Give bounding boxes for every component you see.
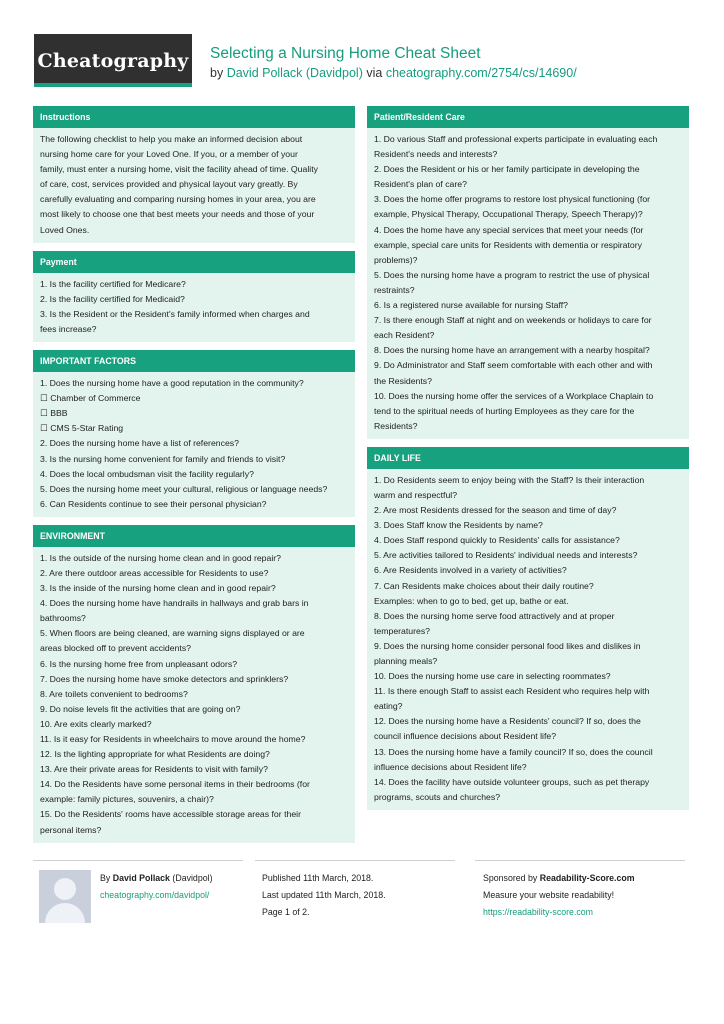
footer	[33, 860, 685, 930]
section-body	[33, 372, 355, 517]
list-item: 1. Do Residents seem to enjoy being with the Staff? Is their interaction	[374, 474, 645, 485]
list-item: ☐ CMS 5-Star Rating	[40, 423, 124, 434]
list-item: each Resident?	[374, 330, 435, 341]
list-item: planning meals?	[374, 656, 438, 666]
list-item: Loved Ones.	[40, 224, 90, 235]
footer-divider	[33, 860, 243, 861]
by-label: By	[100, 873, 111, 883]
list-item: carefully evaluating and comparing nursing homes in your area, you are	[40, 194, 316, 205]
list-item: 11. Is there enough Staff to assist each Resident who requires help with	[374, 686, 650, 697]
list-item: 1. Is the facility certified for Medicare?	[40, 278, 186, 289]
list-item: example: family pictures, souvenirs, a chair)?	[40, 794, 214, 805]
list-item: areas blocked off to prevent accidents?	[40, 643, 192, 654]
list-item: 4. Does the home have any special services that meet your needs (for	[374, 224, 644, 235]
list-item: 2. Are most Residents dressed for the season and time of day?	[374, 505, 617, 516]
list-item: 6. Are Residents involved in a variety of activities?	[374, 565, 567, 576]
sheet-url-link[interactable]: cheatography.com/2754/cs/14690/	[385, 66, 577, 80]
list-item: 8. Does the nursing home serve food attractively and at proper	[374, 610, 615, 621]
sponsor-url-link[interactable]: https://readability-score.com	[483, 907, 594, 917]
via-text: via	[366, 66, 383, 80]
section-header: ENVIRONMENT	[33, 525, 355, 547]
by-text: by	[210, 66, 224, 80]
logo-text: Cheatography	[37, 49, 189, 72]
list-item: council influence decisions about Resident life?	[374, 731, 557, 742]
sponsored-label: Sponsored by	[483, 873, 538, 883]
list-item: 13. Are their private areas for Residents to visit with family?	[40, 764, 268, 775]
list-item: 14. Do the Residents have some personal items in their bedrooms (for	[40, 779, 310, 790]
author-avatar[interactable]	[39, 870, 91, 923]
list-item: 9. Do noise levels fit the activities that are going on?	[40, 703, 241, 714]
section-body	[367, 469, 689, 810]
list-item: fees increase?	[40, 323, 97, 334]
list-item: 4. Does the nursing home have handrails in hallways and grab bars in	[40, 598, 309, 609]
list-item: Residents?	[374, 420, 418, 431]
list-item: 10. Are exits clearly marked?	[40, 718, 152, 729]
page-title: Selecting a Nursing Home Cheat Sheet	[210, 45, 481, 62]
list-item: Resident's plan of care?	[374, 179, 467, 190]
section-header: Patient/Resident Care	[367, 106, 689, 128]
section-header: IMPORTANT FACTORS	[33, 350, 355, 372]
list-item: 3. Is the inside of the nursing home clean and in good repair?	[40, 583, 276, 594]
list-item: 12. Is the lighting appropriate for what Residents are doing?	[40, 749, 270, 760]
list-item: 2. Does the nursing home have a list of references?	[40, 438, 239, 449]
byline	[210, 66, 577, 80]
list-item: 9. Does the nursing home consider personal food likes and dislikes in	[374, 640, 641, 651]
author-link[interactable]: David Pollack (Davidpol)	[226, 66, 363, 80]
list-item: example, special care units for Residents with dementia or respiratory	[374, 239, 642, 250]
list-item: problems)?	[374, 254, 418, 265]
list-item: The following checklist to help you make an informed decision about	[40, 134, 303, 144]
list-item: programs, scouts and churches?	[374, 791, 501, 802]
environment-section	[33, 525, 355, 843]
list-item: 1. Does the nursing home have a good reputation in the community?	[40, 378, 304, 389]
footer-divider	[255, 860, 455, 861]
list-item: 2. Are there outdoor areas accessible for Residents to use?	[40, 567, 269, 578]
list-item: 6. Is the nursing home free from unpleasant odors?	[40, 658, 238, 669]
list-item: 3. Is the nursing home convenient for family and friends to visit?	[40, 453, 286, 464]
list-item: 6. Can Residents continue to see their personal physician?	[40, 498, 267, 509]
list-item: bathrooms?	[40, 613, 86, 624]
author-url-link[interactable]: cheatography.com/davidpol/	[100, 890, 210, 900]
left-column	[33, 106, 355, 851]
list-item: temperatures?	[374, 625, 431, 636]
list-item: warm and respectful?	[374, 489, 458, 500]
list-item: example, Physical Therapy, Occupational Therapy, Speech Therapy)?	[374, 209, 643, 220]
instructions-section	[33, 106, 355, 243]
list-item: 7. Can Residents make choices about their daily routine?	[374, 580, 594, 591]
section-body	[367, 128, 689, 439]
list-item: 15. Do the Residents' rooms have accessible storage areas for their	[40, 809, 301, 820]
list-item: Examples: when to go to bed, get up, bathe or eat.	[374, 595, 569, 606]
list-item: family, must enter a nursing home, visit the facility ahead of time. Quality	[40, 164, 318, 175]
avatar-body	[45, 903, 85, 923]
patient-care-section	[367, 106, 689, 439]
list-item: restraints?	[374, 284, 415, 295]
footer-dates	[262, 870, 386, 921]
section-header: DAILY LIFE	[367, 447, 689, 469]
list-item: 1. Do various Staff and professional experts participate in evaluating each	[374, 134, 658, 144]
list-item: 9. Do Administrator and Staff seem comfortable with each other and with	[374, 360, 653, 371]
list-item: 5. When floors are being cleaned, are warning signs displayed or are	[40, 628, 305, 639]
list-item: 8. Are toilets convenient to bedrooms?	[40, 688, 188, 699]
list-item: 8. Does the nursing home have an arrangement with a nearby hospital?	[374, 345, 650, 356]
list-item: most likely to choose one that best meets your needs and those of your	[40, 209, 315, 220]
list-item: 11. Is it easy for Residents in wheelchairs to move around the home?	[40, 734, 306, 744]
list-item: 10. Does the nursing home use care in selecting roommates?	[374, 671, 611, 682]
author-name[interactable]: David Pollack	[112, 873, 170, 883]
right-column	[367, 106, 689, 818]
list-item: 3. Does the home offer programs to restore lost physical functioning (for	[374, 194, 651, 205]
section-header: Instructions	[33, 106, 355, 128]
footer-divider	[475, 860, 685, 861]
list-item: 1. Is the outside of the nursing home clean and in good repair?	[40, 552, 281, 563]
list-item: 5. Are activities tailored to Residents' individual needs and interests?	[374, 550, 638, 561]
list-item: ☐ Chamber of Commerce	[40, 393, 141, 404]
daily-life-section	[367, 447, 689, 810]
list-item: 2. Does the Resident or his or her family participate in developing the	[374, 164, 640, 175]
list-item: influence decisions about Resident life?	[374, 761, 527, 772]
list-item: 12. Does the nursing home have a Residents' council? If so, does the	[374, 716, 641, 727]
list-item: 3. Is the Resident or the Resident's family informed when charges and	[40, 308, 310, 319]
important-factors-section	[33, 350, 355, 517]
list-item: 4. Does Staff respond quickly to Residents' calls for assistance?	[374, 535, 620, 546]
list-item: ☐ BBB	[40, 408, 68, 419]
list-item: Resident's needs and interests?	[374, 149, 498, 160]
list-item: nursing home care for your Loved One. If you, or a member of your	[40, 149, 298, 160]
sponsor-name[interactable]: Readability-Score.com	[539, 873, 635, 883]
footer-author	[100, 870, 213, 904]
section-body	[33, 273, 355, 342]
list-item: 7. Is there enough Staff at night and on weekends or holidays to care for	[374, 315, 652, 326]
list-item: 10. Does the nursing home offer the services of a Workplace Chaplain to	[374, 390, 654, 401]
footer-sponsor	[483, 870, 635, 921]
list-item: 4. Does the local ombudsman visit the facility regularly?	[40, 468, 254, 479]
section-header: Payment	[33, 251, 355, 273]
updated-date: Last updated 11th March, 2018.	[262, 890, 386, 900]
list-item: 13. Does the nursing home have a family council? If so, does the council	[374, 746, 653, 757]
cheatography-logo[interactable]	[34, 34, 192, 87]
list-item: 14. Does the facility have outside volunteer groups, such as pet therapy	[374, 776, 650, 787]
list-item: the Residents?	[374, 375, 432, 386]
section-body	[33, 128, 355, 243]
page-number: Page 1 of 2.	[262, 907, 310, 917]
list-item: personal items?	[40, 824, 102, 835]
list-item: 6. Is a registered nurse available for nursing Staff?	[374, 300, 568, 311]
list-item: eating?	[374, 701, 403, 712]
sponsor-tagline: Measure your website readability!	[483, 890, 615, 900]
section-body	[33, 547, 355, 843]
avatar-head	[54, 878, 76, 900]
list-item: 3. Does Staff know the Residents by name?	[374, 520, 543, 531]
published-date: Published 11th March, 2018.	[262, 873, 374, 883]
list-item: tend to the spiritual needs of hurting Employees as they care for the	[374, 405, 635, 416]
author-handle: (Davidpol)	[172, 873, 213, 883]
list-item: 5. Does the nursing home meet your cultural, religious or language needs?	[40, 483, 328, 494]
list-item: of care, cost, services provided and physical layout vary greatly. By	[40, 179, 298, 190]
list-item: 5. Does the nursing home have a program to restrict the use of physical	[374, 269, 650, 280]
payment-section	[33, 251, 355, 342]
list-item: 2. Is the facility certified for Medicaid?	[40, 293, 185, 304]
list-item: 7. Does the nursing home have smoke detectors and sprinklers?	[40, 673, 289, 684]
